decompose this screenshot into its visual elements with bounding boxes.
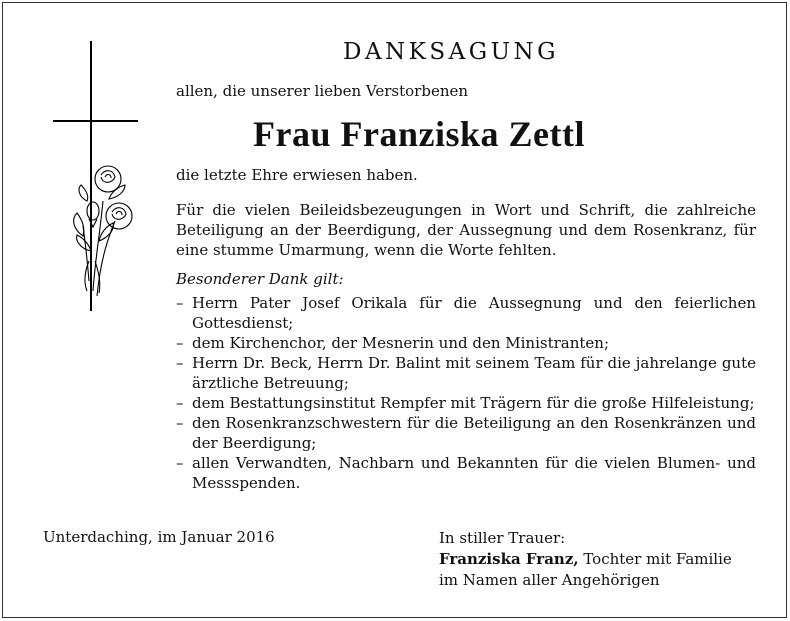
list-item xyxy=(176,393,756,413)
outro-text: die letzte Ehre erwiesen haben. xyxy=(176,166,418,184)
signature-closing: im Namen aller Angehörigen xyxy=(439,571,660,589)
list-item-text: dem Kirchenchor, der Mesnerin und den Ministranten; xyxy=(192,334,610,352)
dash-marker: – xyxy=(176,414,184,432)
obituary-card xyxy=(2,2,787,618)
roses-icon xyxy=(74,166,132,296)
thanks-list xyxy=(176,293,756,493)
body-paragraph: Für die vielen Beileidsbezeugungen in Wort und Schrift, die zahlreiche Beteiligung an der Beerdigung, der Aussegnung und dem Rosenkranz, für eine stumme Umarmung, wenn die Worte fehlten. xyxy=(176,201,756,259)
list-item xyxy=(176,293,756,333)
signature-name: Franziska Franz, xyxy=(439,550,579,568)
list-item-text: Herrn Pater Josef Orikala für die Aussegnung und den feierlichen Gottesdienst; xyxy=(192,294,756,332)
place-and-date: Unterdaching, im Januar 2016 xyxy=(43,528,275,546)
dash-marker: – xyxy=(176,454,184,472)
dash-marker: – xyxy=(176,394,184,412)
signature-line xyxy=(439,549,759,570)
list-item-text: allen Verwandten, Nachbarn und Bekannten für die vielen Blumen- und Messspenden. xyxy=(192,454,756,492)
dash-marker: – xyxy=(176,354,184,372)
intro-text: allen, die unserer lieben Verstorbenen xyxy=(176,82,469,100)
list-item-text: Herrn Dr. Beck, Herrn Dr. Balint mit seinem Team für die jahrelange gute ärztliche Betreuung; xyxy=(192,354,756,392)
list-item-text: dem Bestattungsinstitut Rempfer mit Trägern für die große Hilfeleistung; xyxy=(192,394,755,412)
special-thanks-heading: Besonderer Dank gilt: xyxy=(176,270,344,288)
list-item xyxy=(176,413,756,453)
list-item-text: den Rosenkranzschwestern für die Beteiligung an den Rosenkränzen und der Beerdigung; xyxy=(192,414,756,452)
signature-block xyxy=(439,528,759,591)
list-item xyxy=(176,353,756,393)
page-title: DANKSAGUNG xyxy=(343,39,559,65)
list-item xyxy=(176,333,756,353)
dash-marker: – xyxy=(176,294,184,312)
deceased-name: Frau Franziska Zettl xyxy=(253,114,585,154)
signature-relation: Tochter mit Familie xyxy=(578,550,732,568)
signature-intro: In stiller Trauer: xyxy=(439,529,566,547)
list-item xyxy=(176,453,756,493)
dash-marker: – xyxy=(176,334,184,352)
cross-and-roses-emblem xyxy=(53,41,143,321)
